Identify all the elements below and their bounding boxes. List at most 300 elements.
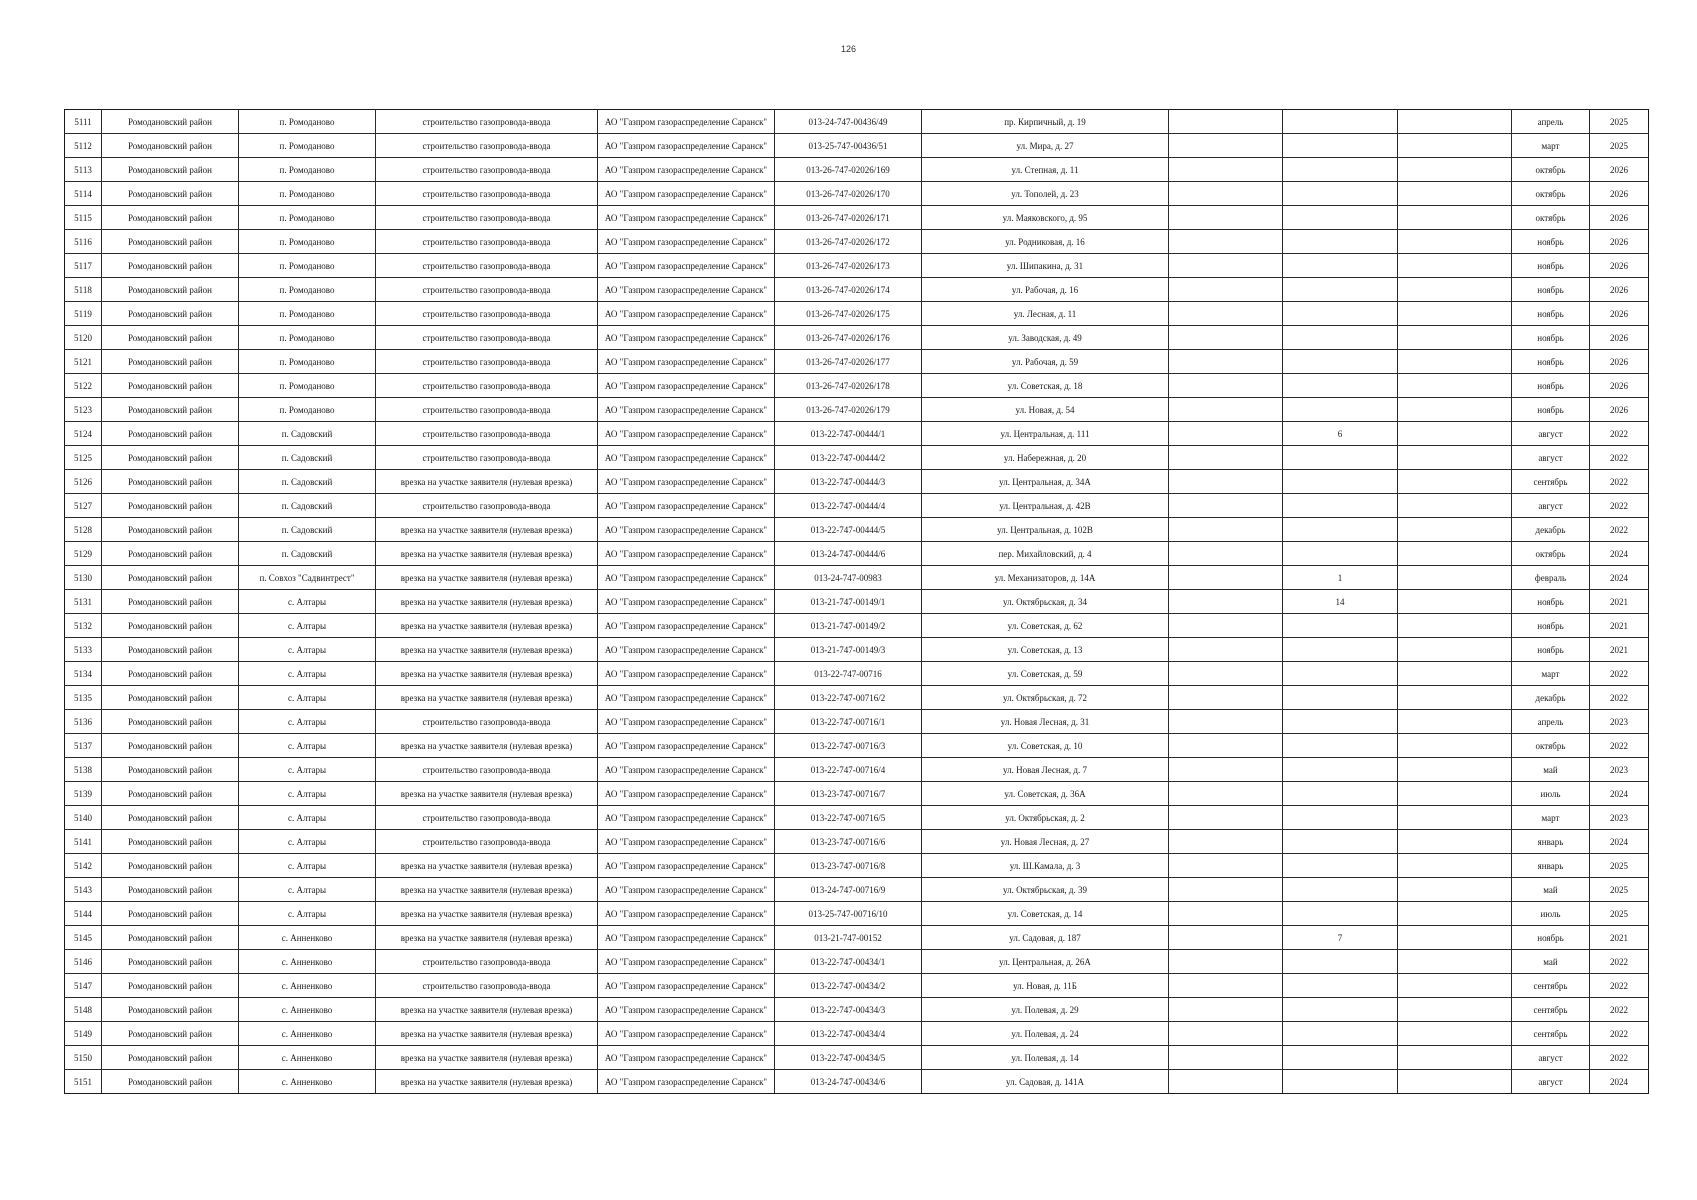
settlement-cell: с. Анненково [239,950,376,974]
organization-cell: АО "Газпром газораспределение Саранск" [598,422,775,446]
table-row [65,470,1649,494]
extra-column-1-cell [1169,998,1283,1022]
table-row [65,950,1649,974]
address-cell: ул. Новая Лесная, д. 7 [922,758,1169,782]
extra-column-2-cell: 14 [1283,590,1398,614]
work-type-cell: врезка на участке заявителя (нулевая врезка) [376,518,598,542]
address-cell: ул. Советская, д. 18 [922,374,1169,398]
month-cell: август [1512,422,1590,446]
month-cell: октябрь [1512,734,1590,758]
row-number-cell: 5131 [65,590,102,614]
district-cell: Ромодановский район [102,446,239,470]
table-row [65,974,1649,998]
organization-cell: АО "Газпром газораспределение Саранск" [598,806,775,830]
extra-column-3-cell [1398,974,1512,998]
settlement-cell: с. Алтары [239,902,376,926]
organization-cell: АО "Газпром газораспределение Саранск" [598,206,775,230]
work-type-cell: врезка на участке заявителя (нулевая врезка) [376,878,598,902]
district-cell: Ромодановский район [102,326,239,350]
extra-column-1-cell [1169,422,1283,446]
extra-column-1-cell [1169,830,1283,854]
row-number-cell: 5113 [65,158,102,182]
contract-number-cell: 013-23-747-00716/6 [775,830,922,854]
settlement-cell: с. Алтары [239,734,376,758]
year-cell: 2022 [1590,494,1649,518]
row-number-cell: 5130 [65,566,102,590]
district-cell: Ромодановский район [102,230,239,254]
organization-cell: АО "Газпром газораспределение Саранск" [598,230,775,254]
contract-number-cell: 013-22-747-00444/1 [775,422,922,446]
extra-column-1-cell [1169,374,1283,398]
settlement-cell: с. Алтары [239,830,376,854]
table-row [65,926,1649,950]
organization-cell: АО "Газпром газораспределение Саранск" [598,326,775,350]
month-cell: март [1512,806,1590,830]
extra-column-3-cell [1398,734,1512,758]
extra-column-2-cell [1283,470,1398,494]
organization-cell: АО "Газпром газораспределение Саранск" [598,134,775,158]
month-cell: апрель [1512,710,1590,734]
extra-column-3-cell [1398,902,1512,926]
address-cell: ул. Центральная, д. 111 [922,422,1169,446]
table-row [65,710,1649,734]
contract-number-cell: 013-22-747-00434/3 [775,998,922,1022]
address-cell: ул. Лесная, д. 11 [922,302,1169,326]
contract-number-cell: 013-22-747-00716/3 [775,734,922,758]
row-number-cell: 5121 [65,350,102,374]
work-type-cell: врезка на участке заявителя (нулевая врезка) [376,902,598,926]
table-row [65,134,1649,158]
extra-column-2-cell [1283,1022,1398,1046]
contract-number-cell: 013-26-747-02026/173 [775,254,922,278]
work-type-cell: врезка на участке заявителя (нулевая врезка) [376,686,598,710]
contract-number-cell: 013-24-747-00434/6 [775,1070,922,1094]
extra-column-3-cell [1398,494,1512,518]
work-type-cell: врезка на участке заявителя (нулевая врезка) [376,590,598,614]
extra-column-3-cell [1398,350,1512,374]
extra-column-1-cell [1169,1070,1283,1094]
contract-number-cell: 013-22-747-00716/2 [775,686,922,710]
table-row [65,110,1649,134]
organization-cell: АО "Газпром газораспределение Саранск" [598,1022,775,1046]
organization-cell: АО "Газпром газораспределение Саранск" [598,398,775,422]
extra-column-1-cell [1169,758,1283,782]
month-cell: август [1512,1046,1590,1070]
settlement-cell: с. Алтары [239,638,376,662]
month-cell: ноябрь [1512,590,1590,614]
extra-column-2-cell [1283,686,1398,710]
contract-number-cell: 013-21-747-00149/3 [775,638,922,662]
district-cell: Ромодановский район [102,278,239,302]
settlement-cell: с. Алтары [239,758,376,782]
year-cell: 2021 [1590,590,1649,614]
district-cell: Ромодановский район [102,734,239,758]
extra-column-1-cell [1169,206,1283,230]
contract-number-cell: 013-22-747-00444/2 [775,446,922,470]
contract-number-cell: 013-21-747-00149/2 [775,614,922,638]
address-cell: ул. Советская, д. 59 [922,662,1169,686]
address-cell: ул. Механизаторов, д. 14А [922,566,1169,590]
address-cell: ул. Центральная, д. 26А [922,950,1169,974]
address-cell: ул. Центральная, д. 102В [922,518,1169,542]
month-cell: май [1512,878,1590,902]
row-number-cell: 5114 [65,182,102,206]
extra-column-2-cell [1283,278,1398,302]
work-type-cell: строительство газопровода-ввода [376,950,598,974]
row-number-cell: 5134 [65,662,102,686]
organization-cell: АО "Газпром газораспределение Саранск" [598,950,775,974]
district-cell: Ромодановский район [102,302,239,326]
month-cell: сентябрь [1512,974,1590,998]
year-cell: 2024 [1590,830,1649,854]
work-type-cell: врезка на участке заявителя (нулевая врезка) [376,1022,598,1046]
extra-column-1-cell [1169,110,1283,134]
settlement-cell: п. Ромоданово [239,398,376,422]
extra-column-1-cell [1169,254,1283,278]
year-cell: 2026 [1590,278,1649,302]
table-row [65,1022,1649,1046]
contract-number-cell: 013-26-747-02026/179 [775,398,922,422]
contract-number-cell: 013-26-747-02026/176 [775,326,922,350]
extra-column-1-cell [1169,686,1283,710]
contract-number-cell: 013-23-747-00716/8 [775,854,922,878]
row-number-cell: 5141 [65,830,102,854]
row-number-cell: 5147 [65,974,102,998]
table-row [65,1046,1649,1070]
extra-column-1-cell [1169,1022,1283,1046]
extra-column-3-cell [1398,470,1512,494]
settlement-cell: с. Анненково [239,974,376,998]
address-cell: ул. Тополей, д. 23 [922,182,1169,206]
month-cell: январь [1512,830,1590,854]
district-cell: Ромодановский район [102,470,239,494]
extra-column-3-cell [1398,278,1512,302]
extra-column-3-cell [1398,614,1512,638]
address-cell: ул. Рабочая, д. 59 [922,350,1169,374]
work-type-cell: врезка на участке заявителя (нулевая врезка) [376,566,598,590]
year-cell: 2025 [1590,134,1649,158]
table-body [65,110,1649,1094]
work-type-cell: строительство газопровода-ввода [376,494,598,518]
extra-column-1-cell [1169,158,1283,182]
address-cell: ул. Советская, д. 36А [922,782,1169,806]
extra-column-1-cell [1169,878,1283,902]
contract-number-cell: 013-22-747-00434/4 [775,1022,922,1046]
table-row [65,446,1649,470]
year-cell: 2024 [1590,566,1649,590]
settlement-cell: п. Ромоданово [239,278,376,302]
contract-number-cell: 013-24-747-00716/9 [775,878,922,902]
work-type-cell: строительство газопровода-ввода [376,374,598,398]
extra-column-2-cell [1283,998,1398,1022]
address-cell: ул. Новая, д. 54 [922,398,1169,422]
contract-number-cell: 013-24-747-00444/6 [775,542,922,566]
extra-column-2-cell [1283,182,1398,206]
contract-number-cell: 013-26-747-02026/178 [775,374,922,398]
row-number-cell: 5148 [65,998,102,1022]
address-cell: ул. Октябрьская, д. 72 [922,686,1169,710]
contract-number-cell: 013-22-747-00444/3 [775,470,922,494]
settlement-cell: п. Ромоданово [239,110,376,134]
year-cell: 2022 [1590,422,1649,446]
organization-cell: АО "Газпром газораспределение Саранск" [598,758,775,782]
row-number-cell: 5139 [65,782,102,806]
settlement-cell: с. Анненково [239,1022,376,1046]
row-number-cell: 5151 [65,1070,102,1094]
address-cell: ул. Новая, д. 11Б [922,974,1169,998]
settlement-cell: с. Алтары [239,782,376,806]
contract-number-cell: 013-26-747-02026/171 [775,206,922,230]
extra-column-3-cell [1398,422,1512,446]
contract-number-cell: 013-22-747-00434/5 [775,1046,922,1070]
settlement-cell: п. Садовский [239,494,376,518]
table-row [65,542,1649,566]
year-cell: 2021 [1590,638,1649,662]
month-cell: ноябрь [1512,254,1590,278]
extra-column-2-cell [1283,830,1398,854]
year-cell: 2021 [1590,614,1649,638]
work-type-cell: врезка на участке заявителя (нулевая врезка) [376,1046,598,1070]
extra-column-1-cell [1169,902,1283,926]
district-cell: Ромодановский район [102,158,239,182]
month-cell: ноябрь [1512,230,1590,254]
extra-column-1-cell [1169,638,1283,662]
work-type-cell: врезка на участке заявителя (нулевая врезка) [376,782,598,806]
contract-number-cell: 013-26-747-02026/174 [775,278,922,302]
work-type-cell: строительство газопровода-ввода [376,830,598,854]
settlement-cell: п. Ромоданово [239,374,376,398]
extra-column-1-cell [1169,446,1283,470]
extra-column-3-cell [1398,1070,1512,1094]
settlement-cell: с. Алтары [239,854,376,878]
row-number-cell: 5125 [65,446,102,470]
contract-number-cell: 013-23-747-00716/7 [775,782,922,806]
extra-column-2-cell [1283,494,1398,518]
settlement-cell: п. Ромоданово [239,254,376,278]
contract-number-cell: 013-22-747-00444/5 [775,518,922,542]
settlement-cell: с. Анненково [239,1070,376,1094]
district-cell: Ромодановский район [102,710,239,734]
district-cell: Ромодановский район [102,806,239,830]
gas-connection-table [64,109,1649,1094]
work-type-cell: строительство газопровода-ввода [376,206,598,230]
extra-column-1-cell [1169,542,1283,566]
extra-column-3-cell [1398,134,1512,158]
work-type-cell: строительство газопровода-ввода [376,254,598,278]
extra-column-2-cell [1283,662,1398,686]
year-cell: 2025 [1590,854,1649,878]
table-row [65,830,1649,854]
year-cell: 2021 [1590,926,1649,950]
row-number-cell: 5123 [65,398,102,422]
extra-column-2-cell [1283,638,1398,662]
month-cell: октябрь [1512,542,1590,566]
month-cell: ноябрь [1512,326,1590,350]
contract-number-cell: 013-22-747-00434/1 [775,950,922,974]
district-cell: Ромодановский район [102,854,239,878]
year-cell: 2026 [1590,230,1649,254]
extra-column-2-cell: 6 [1283,422,1398,446]
year-cell: 2022 [1590,950,1649,974]
month-cell: май [1512,950,1590,974]
address-cell: ул. Полевая, д. 24 [922,1022,1169,1046]
contract-number-cell: 013-25-747-00716/10 [775,902,922,926]
extra-column-2-cell [1283,326,1398,350]
year-cell: 2023 [1590,806,1649,830]
extra-column-2-cell [1283,518,1398,542]
month-cell: май [1512,758,1590,782]
contract-number-cell: 013-25-747-00436/51 [775,134,922,158]
table-row [65,302,1649,326]
extra-column-1-cell [1169,134,1283,158]
settlement-cell: с. Алтары [239,590,376,614]
work-type-cell: строительство газопровода-ввода [376,446,598,470]
year-cell: 2025 [1590,110,1649,134]
address-cell: ул. Центральная, д. 34А [922,470,1169,494]
row-number-cell: 5116 [65,230,102,254]
year-cell: 2022 [1590,662,1649,686]
month-cell: октябрь [1512,206,1590,230]
district-cell: Ромодановский район [102,662,239,686]
table-row [65,806,1649,830]
settlement-cell: с. Алтары [239,878,376,902]
extra-column-3-cell [1398,590,1512,614]
month-cell: октябрь [1512,158,1590,182]
year-cell: 2022 [1590,1022,1649,1046]
extra-column-1-cell [1169,926,1283,950]
month-cell: декабрь [1512,518,1590,542]
extra-column-3-cell [1398,326,1512,350]
table-row [65,902,1649,926]
district-cell: Ромодановский район [102,374,239,398]
work-type-cell: строительство газопровода-ввода [376,302,598,326]
year-cell: 2022 [1590,470,1649,494]
extra-column-1-cell [1169,782,1283,806]
extra-column-2-cell [1283,878,1398,902]
district-cell: Ромодановский район [102,494,239,518]
year-cell: 2024 [1590,542,1649,566]
extra-column-2-cell [1283,710,1398,734]
settlement-cell: п. Ромоданово [239,206,376,230]
month-cell: ноябрь [1512,926,1590,950]
extra-column-3-cell [1398,998,1512,1022]
extra-column-2-cell [1283,950,1398,974]
district-cell: Ромодановский район [102,1070,239,1094]
district-cell: Ромодановский район [102,350,239,374]
organization-cell: АО "Газпром газораспределение Саранск" [598,998,775,1022]
extra-column-1-cell [1169,662,1283,686]
organization-cell: АО "Газпром газораспределение Саранск" [598,734,775,758]
year-cell: 2023 [1590,758,1649,782]
contract-number-cell: 013-26-747-02026/172 [775,230,922,254]
row-number-cell: 5143 [65,878,102,902]
year-cell: 2026 [1590,350,1649,374]
extra-column-1-cell [1169,950,1283,974]
extra-column-2-cell [1283,1046,1398,1070]
table-row [65,566,1649,590]
settlement-cell: с. Алтары [239,686,376,710]
settlement-cell: п. Садовский [239,470,376,494]
work-type-cell: врезка на участке заявителя (нулевая врезка) [376,542,598,566]
month-cell: ноябрь [1512,398,1590,422]
district-cell: Ромодановский район [102,398,239,422]
extra-column-2-cell [1283,302,1398,326]
row-number-cell: 5146 [65,950,102,974]
row-number-cell: 5132 [65,614,102,638]
table-row [65,182,1649,206]
organization-cell: АО "Газпром газораспределение Саранск" [598,302,775,326]
table-row [65,614,1649,638]
district-cell: Ромодановский район [102,206,239,230]
year-cell: 2026 [1590,206,1649,230]
month-cell: август [1512,1070,1590,1094]
work-type-cell: строительство газопровода-ввода [376,278,598,302]
year-cell: 2022 [1590,1046,1649,1070]
settlement-cell: п. Ромоданово [239,302,376,326]
extra-column-2-cell [1283,254,1398,278]
district-cell: Ромодановский район [102,974,239,998]
district-cell: Ромодановский район [102,566,239,590]
work-type-cell: строительство газопровода-ввода [376,182,598,206]
month-cell: ноябрь [1512,614,1590,638]
settlement-cell: с. Алтары [239,614,376,638]
month-cell: январь [1512,854,1590,878]
district-cell: Ромодановский район [102,638,239,662]
settlement-cell: с. Анненково [239,998,376,1022]
extra-column-3-cell [1398,206,1512,230]
work-type-cell: строительство газопровода-ввода [376,110,598,134]
organization-cell: АО "Газпром газораспределение Саранск" [598,662,775,686]
year-cell: 2022 [1590,974,1649,998]
year-cell: 2026 [1590,182,1649,206]
row-number-cell: 5138 [65,758,102,782]
contract-number-cell: 013-26-747-02026/170 [775,182,922,206]
extra-column-3-cell [1398,782,1512,806]
extra-column-3-cell [1398,230,1512,254]
district-cell: Ромодановский район [102,926,239,950]
address-cell: ул. Шипакина, д. 31 [922,254,1169,278]
settlement-cell: п. Совхоз "Садвинтрест" [239,566,376,590]
month-cell: ноябрь [1512,302,1590,326]
work-type-cell: строительство газопровода-ввода [376,326,598,350]
extra-column-3-cell [1398,398,1512,422]
extra-column-1-cell [1169,302,1283,326]
district-cell: Ромодановский район [102,110,239,134]
settlement-cell: с. Алтары [239,806,376,830]
row-number-cell: 5126 [65,470,102,494]
row-number-cell: 5118 [65,278,102,302]
district-cell: Ромодановский район [102,782,239,806]
address-cell: ул. Полевая, д. 29 [922,998,1169,1022]
address-cell: ул. Октябрьская, д. 2 [922,806,1169,830]
organization-cell: АО "Газпром газораспределение Саранск" [598,974,775,998]
address-cell: ул. Октябрьская, д. 39 [922,878,1169,902]
row-number-cell: 5112 [65,134,102,158]
row-number-cell: 5120 [65,326,102,350]
extra-column-2-cell [1283,1070,1398,1094]
year-cell: 2026 [1590,302,1649,326]
table-row [65,326,1649,350]
extra-column-1-cell [1169,350,1283,374]
month-cell: ноябрь [1512,374,1590,398]
work-type-cell: строительство газопровода-ввода [376,398,598,422]
year-cell: 2026 [1590,158,1649,182]
organization-cell: АО "Газпром газораспределение Саранск" [598,470,775,494]
organization-cell: АО "Газпром газораспределение Саранск" [598,494,775,518]
work-type-cell: строительство газопровода-ввода [376,710,598,734]
extra-column-3-cell [1398,686,1512,710]
address-cell: ул. Набережная, д. 20 [922,446,1169,470]
